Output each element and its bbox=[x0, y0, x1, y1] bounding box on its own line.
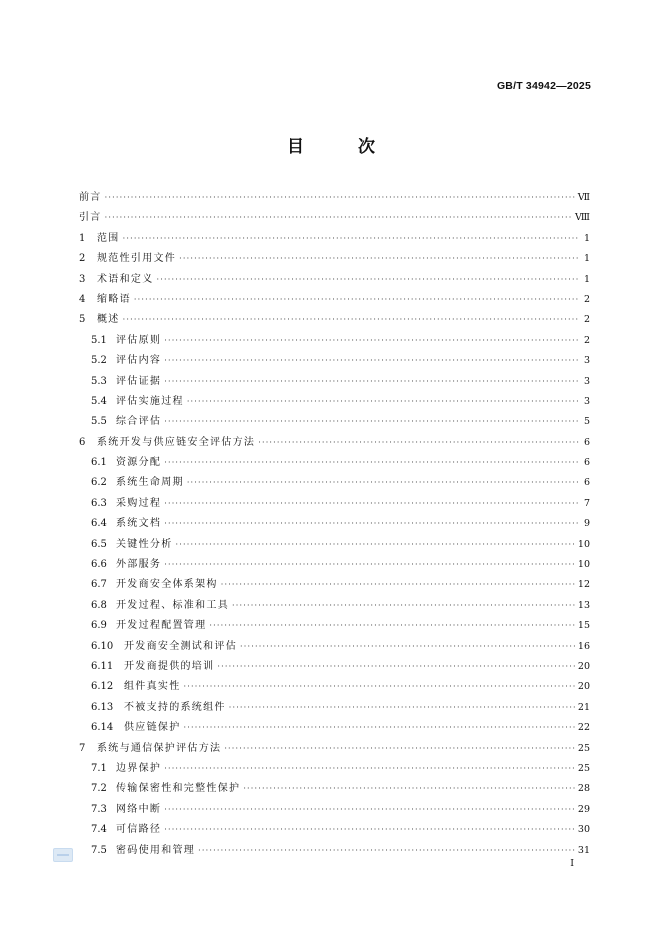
toc-dot-leader bbox=[164, 351, 579, 371]
toc-dot-leader bbox=[217, 657, 575, 677]
toc-entry-page: 16 bbox=[577, 640, 590, 652]
toc-entry-title: 供应链保护 bbox=[124, 722, 181, 734]
toc-entry[interactable] bbox=[79, 535, 590, 555]
toc-entry[interactable] bbox=[79, 270, 590, 290]
toc-entry-page: 30 bbox=[577, 824, 590, 836]
toc-entry-page: 10 bbox=[577, 538, 590, 550]
toc-entry-title: 开发过程配置管理 bbox=[116, 620, 207, 632]
toc-entry-page: 6 bbox=[583, 477, 590, 489]
page-title: 目 次 bbox=[287, 137, 399, 157]
toc-dot-leader bbox=[157, 270, 580, 290]
toc-entry-page: Ⅷ bbox=[575, 212, 590, 224]
toc-entry-title: 综合评估 bbox=[116, 416, 162, 428]
toc-dot-leader bbox=[123, 310, 579, 330]
toc-entry-number: 1 bbox=[79, 232, 86, 244]
toc-dot-leader bbox=[187, 392, 579, 412]
toc-entry-page: 6 bbox=[583, 436, 590, 448]
toc-entry-number: 5.4 bbox=[91, 395, 107, 407]
toc-entry-page: 1 bbox=[583, 253, 590, 265]
toc-entry-title: 系统文档 bbox=[116, 518, 162, 530]
toc-entry-title: 系统与通信保护评估方法 bbox=[97, 742, 222, 754]
toc-dot-leader bbox=[221, 575, 575, 595]
toc-dot-leader bbox=[243, 779, 575, 799]
toc-entry-title: 不被支持的系统组件 bbox=[124, 701, 226, 713]
toc-dot-leader bbox=[229, 698, 575, 718]
toc-entry-title: 组件真实性 bbox=[124, 681, 181, 693]
toc-entry-page: Ⅶ bbox=[577, 192, 590, 203]
toc-entry-number: 6.9 bbox=[91, 620, 107, 632]
toc-dot-leader bbox=[240, 637, 575, 657]
toc-dot-leader bbox=[164, 514, 579, 534]
watermark-stamp-icon bbox=[53, 848, 73, 862]
toc-entry-number: 6.5 bbox=[91, 538, 107, 550]
toc-entry-number: 6.1 bbox=[91, 457, 107, 469]
toc-entry-title: 关键性分析 bbox=[116, 538, 173, 550]
toc-entry-page: 12 bbox=[577, 579, 590, 591]
toc-entry-page: 9 bbox=[583, 518, 590, 530]
toc-entry-title: 规范性引用文件 bbox=[97, 253, 177, 265]
toc-entry-title: 评估内容 bbox=[116, 355, 162, 367]
toc-entry-number: 6.6 bbox=[91, 559, 107, 571]
toc-dot-leader bbox=[164, 331, 579, 351]
toc-entry[interactable] bbox=[79, 739, 590, 759]
toc-entry-number: 5.2 bbox=[91, 355, 107, 367]
toc-entry[interactable] bbox=[79, 759, 590, 779]
toc-entry[interactable] bbox=[79, 412, 590, 432]
toc-entry[interactable] bbox=[79, 637, 590, 657]
toc-entry-number: 7.3 bbox=[91, 803, 107, 815]
toc-entry[interactable] bbox=[79, 229, 590, 249]
toc-entry[interactable] bbox=[79, 188, 590, 208]
toc-entry[interactable] bbox=[79, 779, 590, 799]
toc-entry[interactable] bbox=[79, 718, 590, 738]
toc-entry[interactable] bbox=[79, 677, 590, 697]
toc-dot-leader bbox=[164, 453, 579, 473]
toc-dot-leader bbox=[179, 249, 579, 269]
toc-entry-title: 前言 bbox=[79, 192, 102, 203]
toc-entry-page: 10 bbox=[577, 559, 590, 571]
toc-dot-leader bbox=[123, 229, 579, 249]
toc-entry-title: 概述 bbox=[97, 314, 120, 326]
toc-entry-page: 3 bbox=[583, 355, 590, 367]
toc-entry-title: 采购过程 bbox=[116, 497, 162, 509]
toc-entry-number: 6.12 bbox=[91, 681, 114, 693]
toc-entry-number: 5.3 bbox=[91, 375, 107, 387]
toc-entry-page: 25 bbox=[577, 742, 590, 754]
toc-dot-leader bbox=[209, 616, 575, 636]
toc-entry-title: 资源分配 bbox=[116, 457, 162, 469]
toc-entry-page: 15 bbox=[577, 620, 590, 632]
toc-entry-page: 1 bbox=[583, 232, 590, 244]
toc-entry[interactable] bbox=[79, 290, 590, 310]
toc-entry-number: 7.2 bbox=[91, 783, 107, 795]
table-of-contents bbox=[79, 188, 590, 861]
toc-entry-page: 21 bbox=[577, 701, 590, 713]
toc-entry-number: 5 bbox=[79, 314, 86, 326]
toc-entry-page: 13 bbox=[577, 599, 590, 611]
toc-entry-title: 开发商安全体系架构 bbox=[116, 579, 218, 591]
toc-entry-page: 20 bbox=[577, 681, 590, 693]
toc-entry-number: 6.13 bbox=[91, 701, 114, 713]
toc-entry[interactable] bbox=[79, 800, 590, 820]
toc-entry-page: 7 bbox=[583, 497, 590, 509]
toc-entry-page: 22 bbox=[577, 722, 590, 734]
toc-entry-title: 外部服务 bbox=[116, 559, 162, 571]
toc-entry[interactable] bbox=[79, 433, 590, 453]
toc-entry[interactable] bbox=[79, 310, 590, 330]
toc-entry-page: 31 bbox=[577, 844, 590, 856]
toc-entry-number: 7.1 bbox=[91, 762, 107, 774]
toc-entry-number: 2 bbox=[79, 253, 86, 265]
toc-dot-leader bbox=[164, 800, 575, 820]
toc-entry-page: 6 bbox=[583, 457, 590, 469]
toc-entry-title: 边界保护 bbox=[116, 762, 162, 774]
toc-dot-leader bbox=[164, 412, 579, 432]
toc-entry-number: 6.7 bbox=[91, 579, 107, 591]
toc-entry-number: 6.4 bbox=[91, 518, 107, 530]
toc-entry-title: 开发商提供的培训 bbox=[124, 660, 215, 672]
toc-entry[interactable] bbox=[79, 555, 590, 575]
toc-entry[interactable] bbox=[79, 575, 590, 595]
toc-entry-title: 系统开发与供应链安全评估方法 bbox=[97, 436, 256, 448]
toc-entry[interactable] bbox=[79, 249, 590, 269]
toc-entry-page: 3 bbox=[583, 395, 590, 407]
toc-entry-page: 25 bbox=[577, 762, 590, 774]
toc-entry-number: 6.8 bbox=[91, 599, 107, 611]
toc-entry-title: 范围 bbox=[97, 232, 120, 244]
toc-dot-leader bbox=[258, 433, 579, 453]
toc-entry-page: 28 bbox=[577, 783, 590, 795]
toc-dot-leader bbox=[164, 555, 575, 575]
toc-entry-number: 6.10 bbox=[91, 640, 114, 652]
toc-entry-title: 开发过程、标准和工具 bbox=[116, 599, 229, 611]
toc-entry-title: 密码使用和管理 bbox=[116, 844, 196, 856]
toc-dot-leader bbox=[198, 841, 575, 861]
footer-page-number: Ⅰ bbox=[570, 858, 574, 869]
toc-entry-number: 6 bbox=[79, 436, 86, 448]
toc-dot-leader bbox=[187, 473, 579, 493]
toc-entry[interactable] bbox=[79, 657, 590, 677]
toc-entry[interactable] bbox=[79, 616, 590, 636]
toc-dot-leader bbox=[164, 820, 575, 840]
toc-entry-title: 可信路径 bbox=[116, 824, 162, 836]
toc-entry-title: 系统生命周期 bbox=[116, 477, 184, 489]
toc-entry[interactable] bbox=[79, 331, 590, 351]
toc-dot-leader bbox=[134, 290, 579, 310]
toc-entry-title: 开发商安全测试和评估 bbox=[124, 640, 237, 652]
toc-entry[interactable] bbox=[79, 372, 590, 392]
toc-entry[interactable] bbox=[79, 698, 590, 718]
toc-entry[interactable] bbox=[79, 208, 590, 228]
toc-entry-page: 2 bbox=[583, 293, 590, 305]
toc-entry-title: 传输保密性和完整性保护 bbox=[116, 783, 241, 795]
toc-entry-number: 5.1 bbox=[91, 334, 107, 346]
toc-entry[interactable] bbox=[79, 494, 590, 514]
toc-entry[interactable] bbox=[79, 820, 590, 840]
toc-entry-title: 缩略语 bbox=[97, 293, 131, 305]
toc-entry-number: 6.3 bbox=[91, 497, 107, 509]
toc-dot-leader bbox=[176, 535, 575, 555]
toc-dot-leader bbox=[164, 372, 579, 392]
toc-entry-page: 3 bbox=[583, 375, 590, 387]
toc-entry[interactable] bbox=[79, 473, 590, 493]
toc-entry[interactable] bbox=[79, 596, 590, 616]
toc-entry-title: 引言 bbox=[79, 212, 102, 224]
toc-entry-title: 术语和定义 bbox=[97, 273, 154, 285]
toc-entry-page: 5 bbox=[583, 416, 590, 428]
toc-dot-leader bbox=[105, 208, 572, 228]
toc-entry-page: 2 bbox=[583, 334, 590, 346]
toc-entry-page: 1 bbox=[583, 273, 590, 285]
toc-entry-number: 5.5 bbox=[91, 416, 107, 428]
toc-dot-leader bbox=[105, 188, 575, 208]
toc-entry-page: 2 bbox=[583, 314, 590, 326]
toc-dot-leader bbox=[164, 759, 575, 779]
toc-dot-leader bbox=[232, 596, 575, 616]
toc-dot-leader bbox=[164, 494, 579, 514]
toc-entry-number: 7 bbox=[79, 742, 86, 754]
toc-dot-leader bbox=[184, 718, 575, 738]
toc-entry-number: 7.5 bbox=[91, 844, 107, 856]
toc-entry-title: 评估原则 bbox=[116, 334, 162, 346]
toc-entry-title: 评估证据 bbox=[116, 375, 162, 387]
toc-dot-leader bbox=[184, 677, 575, 697]
toc-entry-title: 评估实施过程 bbox=[116, 395, 184, 407]
toc-entry[interactable] bbox=[79, 351, 590, 371]
toc-entry-number: 7.4 bbox=[91, 824, 107, 836]
toc-entry-page: 29 bbox=[577, 803, 590, 815]
toc-entry-page: 20 bbox=[577, 660, 590, 672]
toc-entry[interactable] bbox=[79, 453, 590, 473]
toc-entry-number: 4 bbox=[79, 293, 86, 305]
toc-entry-number: 3 bbox=[79, 273, 86, 285]
toc-entry-number: 6.2 bbox=[91, 477, 107, 489]
toc-entry[interactable] bbox=[79, 392, 590, 412]
toc-entry-number: 6.14 bbox=[91, 722, 114, 734]
standard-code: GB/T 34942—2025 bbox=[496, 80, 591, 92]
toc-entry[interactable] bbox=[79, 514, 590, 534]
toc-entry-number: 6.11 bbox=[91, 660, 114, 672]
toc-dot-leader bbox=[224, 739, 575, 759]
toc-entry-title: 网络中断 bbox=[116, 803, 162, 815]
toc-entry[interactable] bbox=[79, 841, 590, 861]
